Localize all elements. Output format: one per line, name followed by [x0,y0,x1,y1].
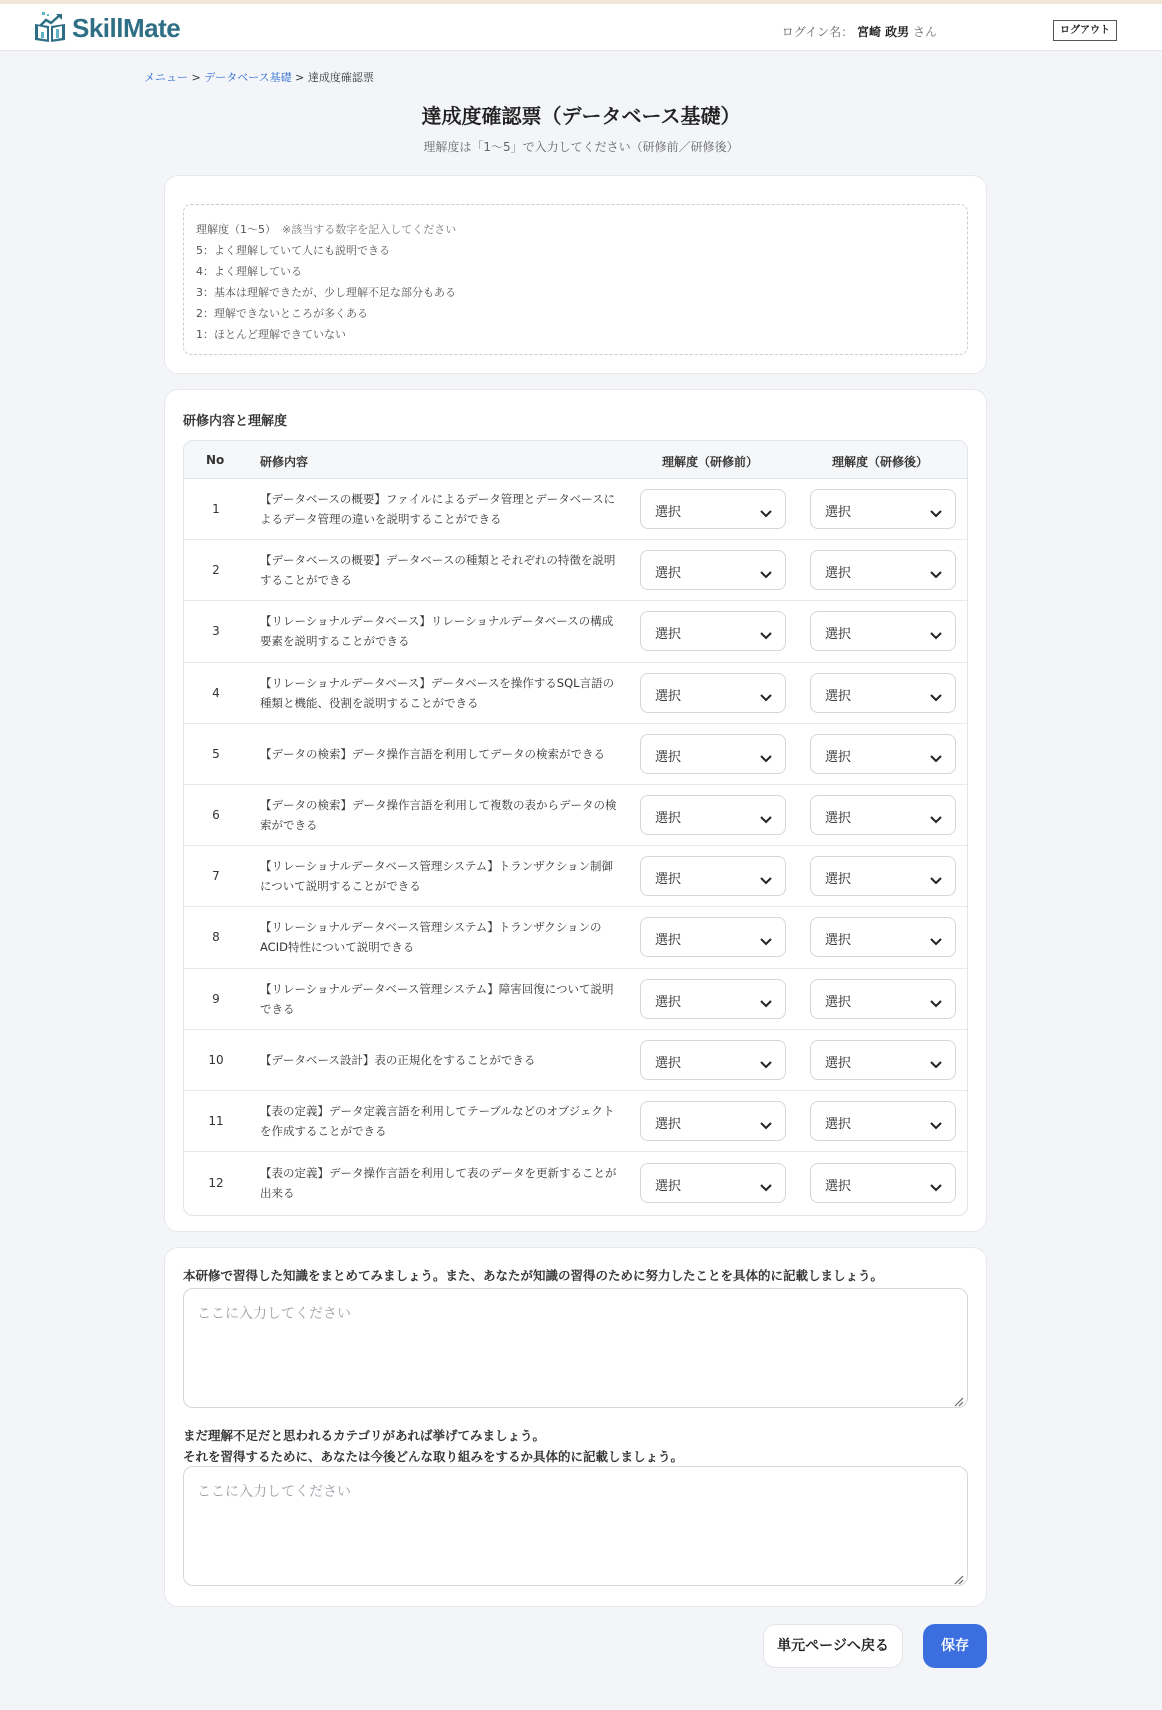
understanding-before-select[interactable] [640,856,786,896]
legend-level-1: 1：ほとんど理解できていない [196,328,346,341]
chevron-down-icon [759,565,773,575]
row-number: 6 [212,808,220,823]
understanding-after-select[interactable] [810,856,956,896]
understanding-after-select[interactable] [810,917,956,957]
understanding-after-select[interactable] [810,550,956,590]
table-body [184,479,967,1213]
table-row [184,601,967,662]
chevron-down-icon [759,1178,773,1188]
row-number: 12 [208,1175,224,1190]
understanding-after-select[interactable] [810,979,956,1019]
logout-button[interactable]: ログアウト [1053,20,1117,41]
question-1-textarea[interactable] [183,1288,968,1408]
login-label: ログイン名： [781,25,854,39]
understanding-before-select[interactable] [640,489,786,529]
logo-text: SkillMate [72,12,181,43]
chevron-down-icon [759,626,773,636]
select-value: 選択 [825,688,852,704]
legend-level-4: 4：よく理解している [196,265,302,278]
honorific: さん [912,25,937,39]
chevron-down-icon [929,1055,943,1065]
back-to-unit-button[interactable]: 単元ページへ戻る [763,1624,903,1668]
chevron-down-icon [759,810,773,820]
header-content: 研修内容 [260,455,309,469]
table-header [184,441,967,479]
row-number: 1 [212,502,220,517]
chevron-down-icon [759,1055,773,1065]
row-content: 【リレーショナルデータベース管理システム】トランザクションのACID特性について説明できる [260,920,602,955]
legend-level-5: 5：よく理解していて人にも説明できる [196,244,390,257]
page-subtitle: 理解度は「1～5」で入力してください（研修前／研修後） [423,140,739,154]
select-value: 選択 [825,933,852,949]
row-number: 3 [212,624,220,639]
row-number: 10 [208,1052,224,1067]
chevron-down-icon [929,626,943,636]
select-value: 選択 [655,749,682,765]
row-content: 【リレーショナルデータベース】リレーショナルデータベースの構成要素を説明することができる [260,614,614,649]
select-value: 選択 [825,1178,852,1194]
chevron-down-icon [759,1116,773,1126]
row-number: 9 [212,991,220,1006]
login-info [782,23,937,40]
row-content: 【データベースの概要】ファイルによるデータ管理とデータベースによるデータ管理の違いを説明することができる [260,492,616,527]
select-value: 選択 [655,994,682,1010]
understanding-after-select[interactable] [810,611,956,651]
table-row [184,479,967,540]
chevron-down-icon [929,932,943,942]
chevron-down-icon [929,994,943,1004]
legend-card [164,175,987,374]
chevron-down-icon [759,932,773,942]
row-content: 【データの検索】データ操作言語を利用して複数の表からデータの検索ができる [260,798,617,833]
row-number: 5 [212,746,220,761]
select-value: 選択 [825,627,852,643]
row-content: 【リレーショナルデータベース管理システム】トランザクション制御について説明することができる [260,859,614,894]
row-content: 【表の定義】データ定義言語を利用してテーブルなどのオブジェクトを作成することができる [260,1103,615,1138]
select-value: 選択 [825,505,852,521]
select-value: 選択 [655,933,682,949]
understanding-before-select[interactable] [640,734,786,774]
understanding-after-select[interactable] [810,734,956,774]
breadcrumb-current: 達成度確認票 [307,71,374,84]
table-row [184,1030,967,1091]
chevron-down-icon [759,688,773,698]
row-content: 【データの検索】データ操作言語を利用してデータの検索ができる [260,746,605,761]
understanding-before-select[interactable] [640,795,786,835]
breadcrumb-menu-link[interactable]: メニュー [144,71,188,84]
chevron-down-icon [759,994,773,1004]
chevron-down-icon [929,565,943,575]
legend-heading [196,219,955,240]
page-title: 達成度確認票（データベース基礎） [421,104,741,128]
book-chart-icon [32,12,68,44]
question-2-textarea[interactable] [183,1466,968,1586]
chevron-down-icon [929,749,943,759]
table-row [184,785,967,846]
question-1-label: 本研修で習得した知識をまとめてみましょう。また、あなたが知識の習得のために努力したことを具体的に記載しましょう。 [183,1268,884,1283]
chevron-down-icon [929,688,943,698]
understanding-after-select[interactable] [810,489,956,529]
row-content: 【データベースの概要】データベースの種類とそれぞれの特徴を説明することができる [260,553,616,588]
save-button[interactable]: 保存 [923,1624,987,1668]
row-number: 7 [212,869,220,884]
understanding-before-select[interactable] [640,979,786,1019]
row-number: 8 [212,930,220,945]
understanding-after-select[interactable] [810,1040,956,1080]
select-value: 選択 [655,1116,682,1132]
chevron-down-icon [929,1178,943,1188]
select-value: 選択 [825,566,852,582]
app-header [0,0,1162,51]
question-2-line-1: まだ理解不足だと思われるカテゴリがあれば挙げてみましょう。 [183,1428,546,1443]
legend-heading-text: 理解度（1～5） [196,223,276,236]
chevron-down-icon [759,749,773,759]
resize-grip-icon[interactable] [952,1392,964,1404]
understanding-before-select[interactable] [640,917,786,957]
row-number: 11 [208,1113,224,1128]
select-value: 選択 [655,627,682,643]
legend-note: ※該当する数字を記入してください [282,223,457,236]
breadcrumb-separator: > [291,71,308,84]
select-value: 選択 [825,872,852,888]
understanding-after-select[interactable] [810,1101,956,1141]
legend-level-2: 2：理解できないところが多くある [196,307,368,320]
chevron-down-icon [759,504,773,514]
row-number: 2 [212,563,220,578]
user-name: 宮崎 政男 [856,25,910,39]
select-value: 選択 [655,566,682,582]
textarea-placeholder: ここに入力してください [197,1484,351,1500]
select-value: 選択 [655,872,682,888]
understanding-before-select[interactable] [640,1101,786,1141]
understanding-after-select[interactable] [810,673,956,713]
select-value: 選択 [655,505,682,521]
question-2-line-2: それを習得するために、あなたは今後どんな取り組みをするか具体的に記載しましょう。 [183,1449,684,1464]
header-after: 理解度（研修後） [832,455,929,469]
chevron-down-icon [759,871,773,881]
training-table-card [164,389,987,1232]
select-value: 選択 [655,688,682,704]
legend-level-3: 3：基本は理解できたが、少し理解不足な部分もある [196,286,456,299]
row-content: 【リレーショナルデータベース管理システム】障害回復について説明できる [260,981,614,1016]
understanding-before-select[interactable] [640,611,786,651]
chevron-down-icon [929,1116,943,1126]
row-number: 4 [212,685,220,700]
understanding-before-select[interactable] [640,550,786,590]
understanding-before-select[interactable] [640,1163,786,1203]
resize-grip-icon[interactable] [952,1570,964,1582]
understanding-after-select[interactable] [810,1163,956,1203]
table-row [184,969,967,1030]
select-value: 選択 [655,811,682,827]
breadcrumb-separator: > [188,71,205,84]
table-row [184,907,967,968]
header-before: 理解度（研修前） [662,455,759,469]
chevron-down-icon [929,504,943,514]
breadcrumb-category-link[interactable]: データベース基礎 [204,71,292,84]
training-table [183,440,968,1216]
select-value: 選択 [825,1116,852,1132]
logo[interactable] [32,12,180,44]
row-content: 【リレーショナルデータベース】データベースを操作するSQL言語の種類と機能、役割を説明することができる [260,675,615,710]
table-row [184,846,967,907]
select-value: 選択 [655,1055,682,1071]
question-2-label [183,1425,683,1467]
table-row [184,663,967,724]
understanding-before-select[interactable] [640,1040,786,1080]
chevron-down-icon [929,810,943,820]
table-row [184,724,967,785]
select-value: 選択 [825,994,852,1010]
table-row [184,540,967,601]
understanding-after-select[interactable] [810,795,956,835]
table-row [184,1152,967,1213]
chevron-down-icon [929,871,943,881]
select-value: 選択 [825,811,852,827]
table-row [184,1091,967,1152]
breadcrumb [144,69,374,85]
legend-box [183,204,968,355]
reflection-card [164,1247,987,1607]
understanding-before-select[interactable] [640,673,786,713]
row-content: 【データベース設計】表の正規化をすることができる [260,1052,536,1067]
select-value: 選択 [655,1178,682,1194]
textarea-placeholder: ここに入力してください [197,1306,351,1322]
select-value: 選択 [825,749,852,765]
header-no: No [206,453,225,467]
section-label: 研修内容と理解度 [183,414,288,429]
row-content: 【表の定義】データ操作言語を利用して表のデータを更新することが出来る [260,1165,617,1200]
select-value: 選択 [825,1055,852,1071]
